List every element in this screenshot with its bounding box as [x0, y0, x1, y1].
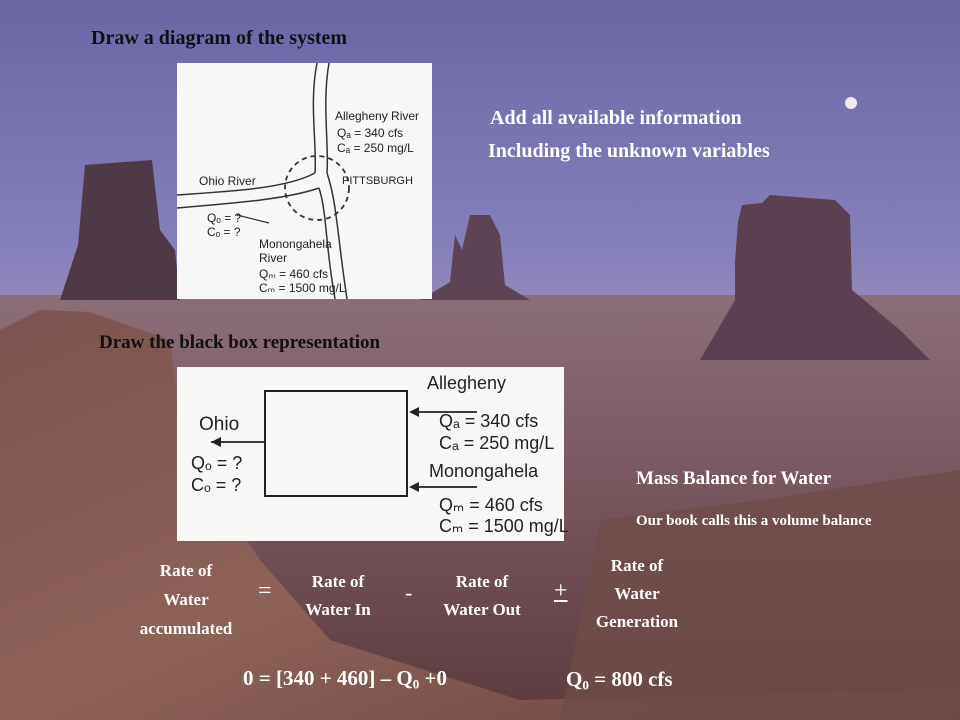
map-pittsburgh-label: PITTSBURGH [342, 175, 413, 187]
map-monongahela-label: Monongahela [259, 237, 332, 251]
bb-ohio-label: Ohio [199, 414, 240, 435]
term-accumulated-line-1: Rate of [159, 561, 213, 580]
answer [566, 667, 673, 694]
bb-co-label: Cₒ = ? [191, 475, 242, 495]
equals-sign: = [258, 578, 272, 604]
term-accumulated [118, 556, 254, 643]
term-generation-line-1: Rate of [610, 556, 664, 575]
answer-sub: 0 [582, 677, 589, 693]
map-cm-label: Cₘ = 1500 mg/L [259, 281, 346, 295]
map-qm-label: Qₘ = 460 cfs [259, 267, 329, 281]
term-generation-line-3: Generation [595, 612, 679, 631]
answer-value: = 800 cfs [588, 667, 673, 691]
balance-equation-rhs: +0 [419, 666, 447, 690]
minus-sign: - [405, 580, 413, 605]
map-ohio-label: Ohio River [199, 174, 256, 188]
bb-qa-label: Qₐ = 340 cfs [439, 411, 539, 431]
bb-qo-label: Qₒ = ? [191, 453, 243, 473]
term-accumulated-line-3: accumulated [139, 619, 233, 638]
term-water-out [422, 568, 542, 624]
term-water-in-line-2: Water In [305, 600, 371, 619]
map-allegheny-label: Allegheny River [335, 109, 420, 123]
map-qo-label: Qₒ = ? [207, 211, 242, 225]
term-accumulated-line-2: Water [163, 590, 209, 609]
term-generation-line-2: Water [614, 584, 660, 603]
term-water-in-line-1: Rate of [311, 572, 365, 591]
book-note: Our book calls this a volume balance [636, 513, 872, 529]
map-ca-label: Cₐ = 250 mg/L [337, 141, 414, 155]
diagram-heading: Draw a diagram of the system [91, 27, 348, 49]
term-water-out-line-2: Water Out [443, 600, 521, 619]
balance-equation-lhs: 0 = [340 + 460] – Q [243, 666, 413, 690]
term-generation [575, 552, 699, 636]
map-co-label: Cₒ = ? [207, 225, 241, 239]
bb-cm-label: Cₘ = 1500 mg/L [439, 516, 569, 536]
mass-balance-heading: Mass Balance for Water [636, 468, 832, 489]
map-river-label: River [259, 251, 288, 265]
bb-allegheny-label: Allegheny [427, 373, 507, 393]
black-box-heading: Draw the black box representation [99, 332, 381, 353]
black-box-figure [177, 367, 569, 541]
add-info-line-1: Add all available information [490, 107, 742, 129]
map-qa-label: Qₐ = 340 cfs [337, 126, 404, 140]
balance-equation [243, 666, 447, 693]
term-water-out-line-1: Rate of [455, 572, 509, 591]
answer-q: Q [566, 667, 583, 691]
river-map-figure [177, 63, 432, 299]
term-water-in [282, 568, 394, 624]
bb-ca-label: Cₐ = 250 mg/L [439, 433, 555, 453]
add-info-line-2: Including the unknown variables [488, 140, 770, 162]
bb-qm-label: Qₘ = 460 cfs [439, 495, 543, 515]
plus-sign: + [554, 578, 568, 604]
balance-equation-sub: 0 [412, 676, 420, 692]
bb-monongahela-label: Monongahela [429, 461, 539, 481]
